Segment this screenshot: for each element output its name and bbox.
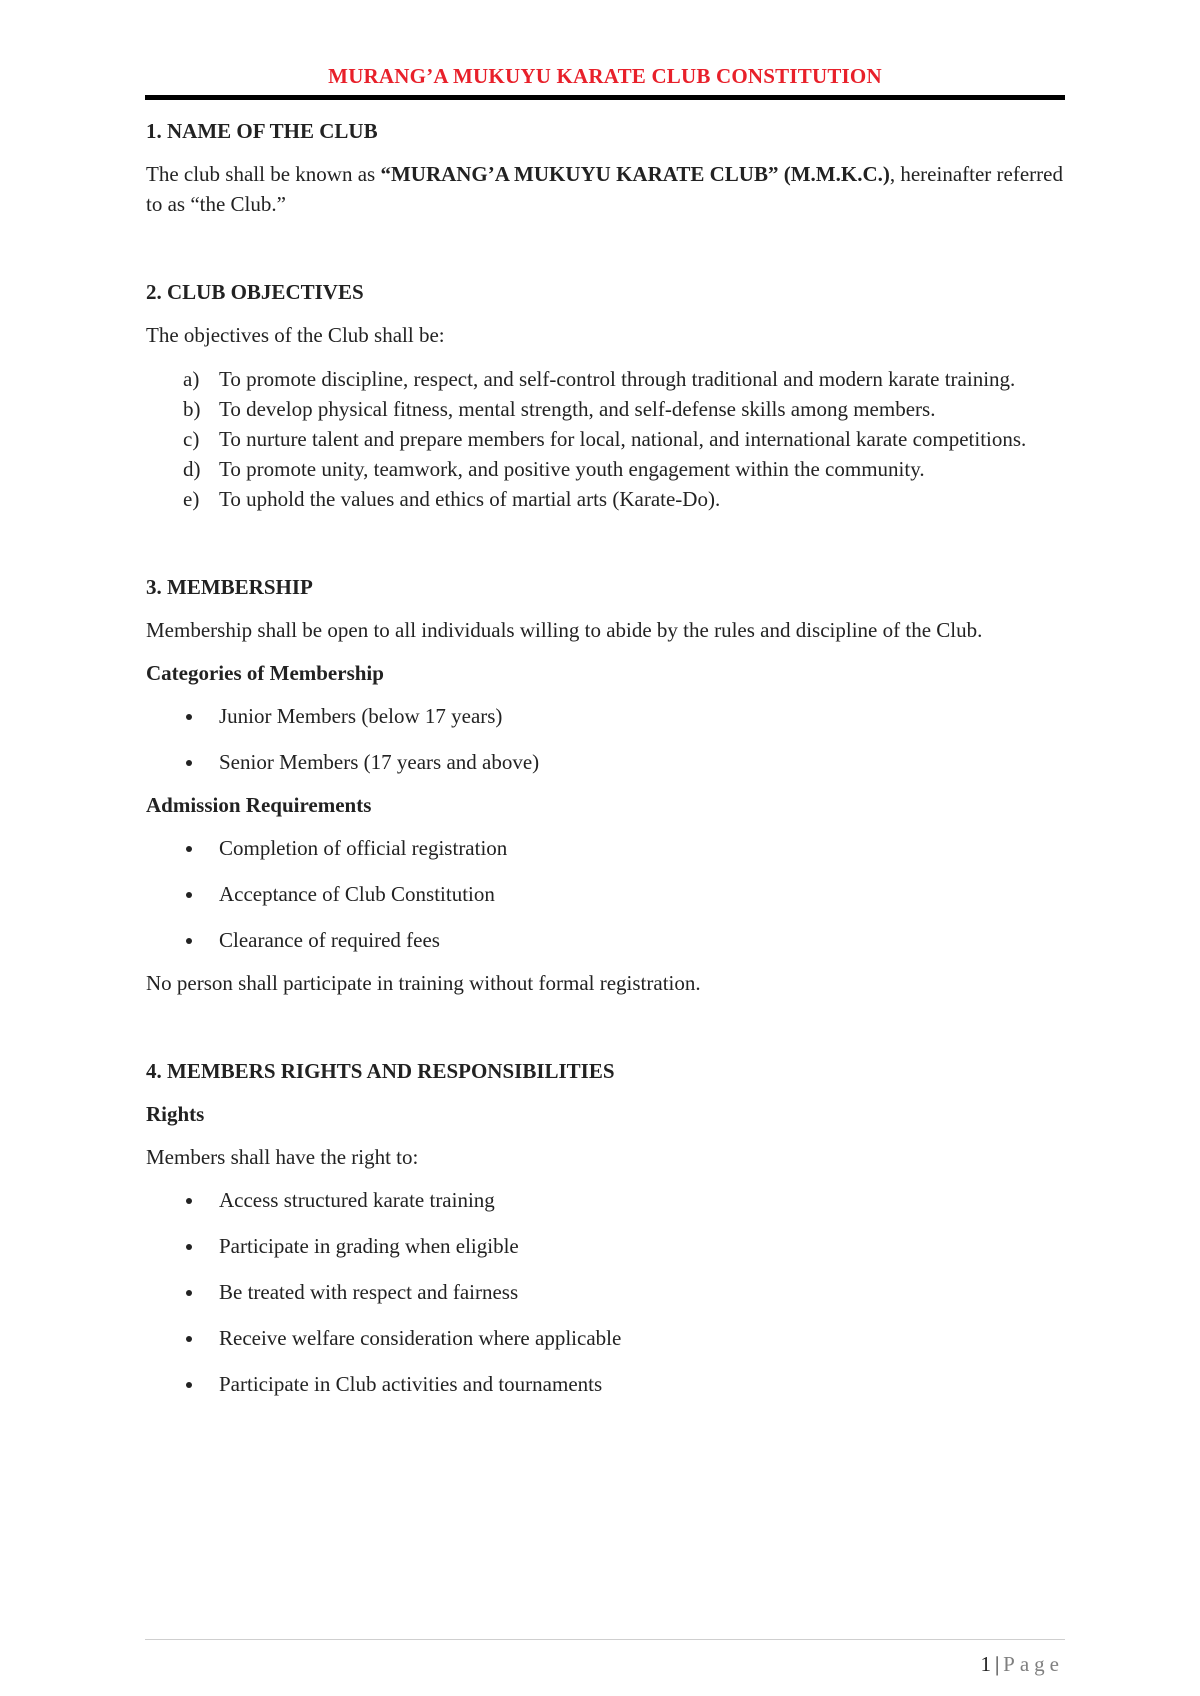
list-item-text: To develop physical fitness, mental strength, and self-defense skills among members. — [219, 397, 936, 421]
list-item-text: Participate in Club activities and tournaments — [219, 1372, 603, 1396]
bullet-icon — [186, 1290, 192, 1296]
list-item — [146, 1323, 1066, 1353]
list-item-text: Receive welfare consideration where applicable — [219, 1326, 622, 1350]
bullet-icon — [186, 714, 192, 720]
list-item — [146, 747, 1066, 777]
list-item-text: To promote discipline, respect, and self-control through traditional and modern karate training. — [219, 367, 1016, 391]
objectives-intro: The objectives of the Club shall be: — [146, 323, 445, 347]
list-item-text: Access structured karate training — [219, 1188, 495, 1212]
section-heading-membership: 3. MEMBERSHIP — [146, 575, 313, 599]
list-item-text: Junior Members (below 17 years) — [219, 704, 503, 728]
bullet-icon — [186, 1244, 192, 1250]
list-item — [146, 364, 1066, 394]
club-name-bold: “MURANG’A MUKUYU KARATE CLUB” (M.M.K.C.) — [380, 162, 890, 186]
bullet-icon — [186, 1198, 192, 1204]
list-item — [146, 424, 1066, 454]
section-heading-rights: 4. MEMBERS RIGHTS AND RESPONSIBILITIES — [146, 1059, 615, 1083]
list-item — [146, 394, 1066, 424]
bullet-icon — [186, 1382, 192, 1388]
club-name-paragraph — [146, 159, 1066, 219]
registration-note: No person shall participate in training without formal registration. — [146, 971, 701, 995]
list-item — [146, 925, 1066, 955]
bullet-icon — [186, 938, 192, 944]
list-item — [146, 701, 1066, 731]
list-marker: c) — [183, 427, 200, 451]
bullet-icon — [186, 760, 192, 766]
bullet-icon — [186, 1336, 192, 1342]
list-item — [146, 1231, 1066, 1261]
rights-intro: Members shall have the right to: — [146, 1145, 419, 1169]
page-number: 1 — [980, 1652, 991, 1676]
list-item — [146, 1185, 1066, 1215]
bullet-icon — [186, 892, 192, 898]
list-marker: a) — [183, 367, 200, 391]
list-item-text: To uphold the values and ethics of martial arts (Karate-Do). — [219, 487, 721, 511]
bullet-icon — [186, 846, 192, 852]
list-item-text: To nurture talent and prepare members for local, national, and international karate competitions. — [219, 427, 1027, 451]
admission-list — [146, 833, 1066, 955]
list-marker: d) — [183, 457, 201, 481]
list-item-text: Completion of official registration — [219, 836, 508, 860]
objectives-list — [146, 364, 1066, 514]
list-item-text: Senior Members (17 years and above) — [219, 750, 540, 774]
club-name-suffix: , hereinafter referred to as “the Club.” — [146, 162, 1063, 216]
list-item — [146, 879, 1066, 909]
rights-list — [146, 1185, 1066, 1399]
categories-list — [146, 701, 1066, 777]
document-body — [146, 116, 1066, 1399]
section-heading-objectives: 2. CLUB OBJECTIVES — [146, 280, 364, 304]
list-item-text: Acceptance of Club Constitution — [219, 882, 495, 906]
document-title: MURANG’A MUKUYU KARATE CLUB CONSTITUTION — [328, 64, 882, 88]
page-label: Page — [1003, 1652, 1064, 1676]
list-item — [146, 1277, 1066, 1307]
list-item — [146, 454, 1066, 484]
footer-separator: | — [994, 1652, 1000, 1676]
header-rule — [145, 95, 1065, 100]
categories-heading: Categories of Membership — [146, 661, 384, 685]
list-item-text: Participate in grading when eligible — [219, 1234, 519, 1258]
list-item — [146, 1369, 1066, 1399]
list-item — [146, 484, 1066, 514]
membership-intro: Membership shall be open to all individuals willing to abide by the rules and discipline of the Club. — [146, 618, 983, 642]
list-item-text: Clearance of required fees — [219, 928, 440, 952]
page-footer — [980, 1652, 1064, 1677]
list-marker: b) — [183, 397, 201, 421]
list-item-text: Be treated with respect and fairness — [219, 1280, 519, 1304]
list-item-text: To promote unity, teamwork, and positive youth engagement within the community. — [219, 457, 925, 481]
section-heading-name: 1. NAME OF THE CLUB — [146, 119, 378, 143]
club-name-prefix: The club shall be known as — [146, 162, 381, 186]
rights-subheading: Rights — [146, 1102, 205, 1126]
footer-rule — [145, 1639, 1065, 1640]
list-item — [146, 833, 1066, 863]
admission-heading: Admission Requirements — [146, 793, 372, 817]
list-marker: e) — [183, 487, 200, 511]
